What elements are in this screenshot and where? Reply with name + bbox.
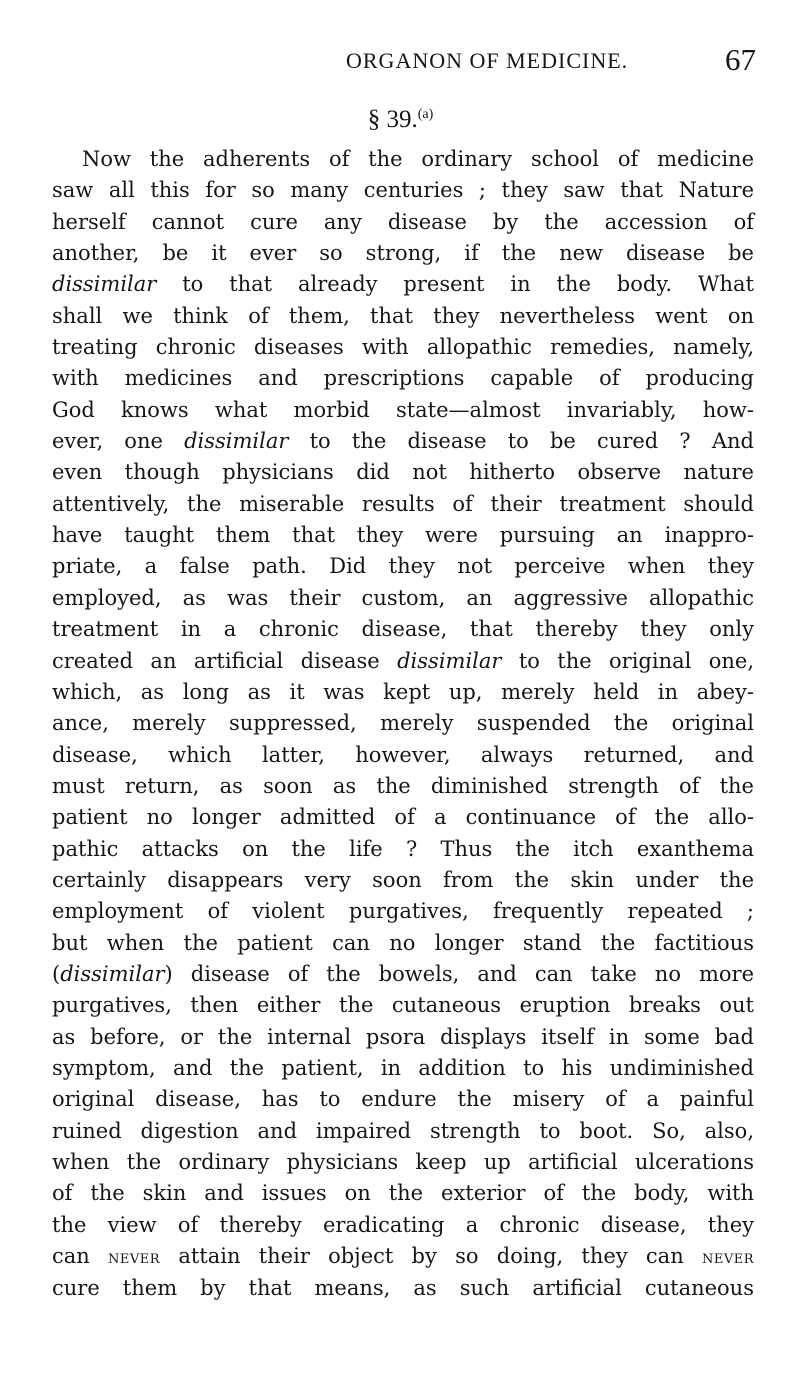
text-run: employment of violent purgatives, frequently repeated ;	[52, 899, 754, 924]
small-caps-text: never	[108, 1247, 161, 1269]
running-head	[84, 44, 774, 78]
text-line	[52, 457, 754, 488]
text-line	[52, 1147, 754, 1178]
text-line	[52, 740, 754, 771]
text-line	[52, 520, 754, 551]
text-run: ance, merely suppressed, merely suspended the original	[52, 711, 754, 736]
text-line	[52, 771, 754, 802]
text-line	[52, 238, 754, 269]
text-line	[52, 583, 754, 614]
italic-text: dissimilar	[397, 648, 502, 673]
text-line	[52, 990, 754, 1021]
text-run: even though physicians did not hitherto observe nature	[52, 460, 754, 485]
text-run: pathic attacks on the life ? Thus the itch exanthema	[52, 836, 754, 861]
text-line	[52, 896, 754, 927]
text-line	[52, 207, 754, 238]
small-caps-text: never	[701, 1247, 754, 1269]
text-run: to the original one,	[501, 648, 754, 673]
text-run: must return, as soon as the diminished strength of the	[52, 773, 754, 798]
text-line	[52, 175, 754, 206]
text-line	[52, 363, 754, 394]
text-run: treating chronic diseases with allopathic remedies, namely,	[52, 335, 754, 360]
text-run: but when the patient can no longer stand the factitious	[52, 930, 754, 955]
text-run: disease, which latter, however, always returned, and	[52, 742, 754, 767]
text-line	[52, 834, 754, 865]
text-run: attentively, the miserable results of their treatment should	[52, 491, 754, 516]
text-line	[52, 1116, 754, 1147]
text-run: can	[52, 1244, 109, 1269]
text-run: have taught them that they were pursuing an inappro-	[52, 523, 754, 548]
text-run: priate, a false path. Did they not perceive when they	[52, 554, 754, 579]
text-run: shall we think of them, that they nevertheless went on	[52, 303, 754, 328]
text-run: (	[52, 961, 61, 986]
text-run: when the ordinary physicians keep up artificial ulcerations	[52, 1150, 754, 1174]
text-run: God knows what morbid state—almost invariably, how-	[52, 397, 754, 422]
text-line	[52, 928, 754, 959]
text-run: cure them by that means, as such artificial cutaneous	[52, 1276, 754, 1301]
text-line	[52, 802, 754, 833]
text-line	[52, 959, 754, 990]
text-line	[52, 1053, 754, 1084]
section-number: § 39.	[367, 106, 418, 133]
text-run: certainly disappears very soon from the skin under the	[52, 867, 754, 892]
text-line	[52, 551, 754, 582]
running-title: ORGANON OF MEDICINE.	[346, 48, 629, 73]
page-number: 67	[725, 42, 756, 77]
text-run: attain their object by so doing, they can	[160, 1244, 702, 1269]
text-line	[52, 1210, 754, 1241]
text-run: employed, as was their custom, an aggressive allopathic	[52, 585, 754, 610]
text-run: treatment in a chronic disease, that thereby they only	[52, 617, 754, 642]
text-line	[52, 144, 754, 175]
text-line	[52, 646, 754, 677]
text-run: Now the adherents of the ordinary school of medicine	[82, 147, 754, 171]
text-run: herself cannot cure any disease by the accession of	[52, 209, 754, 234]
text-line	[52, 489, 754, 520]
italic-text: dissimilar	[60, 961, 165, 986]
text-line	[52, 269, 754, 300]
text-run: ruined digestion and impaired strength to boot. So, also,	[52, 1118, 754, 1143]
text-line	[52, 677, 754, 708]
text-line	[52, 1022, 754, 1053]
text-run: original disease, has to endure the misery of a painful	[52, 1087, 754, 1112]
text-line	[52, 1084, 754, 1115]
italic-text: dissimilar	[52, 272, 157, 297]
text-run: as before, or the internal psora displays itself in some bad	[52, 1024, 754, 1049]
text-run: to that already present in the body. What	[156, 272, 754, 297]
text-line	[52, 301, 754, 332]
text-run: purgatives, then either the cutaneous eruption breaks out	[52, 993, 754, 1018]
text-run: of the skin and issues on the exterior of the body, with	[52, 1181, 754, 1206]
text-line	[52, 1241, 754, 1273]
text-run: with medicines and prescriptions capable of producing	[52, 366, 754, 391]
text-run: the view of thereby eradicating a chronic disease, they	[52, 1212, 754, 1237]
text-line	[52, 1178, 754, 1209]
text-run: symptom, and the patient, in addition to his undiminished	[52, 1055, 754, 1080]
text-run: patient no longer admitted of a continuance of the allo-	[52, 805, 754, 830]
text-run: which, as long as it was kept up, merely held in abey-	[52, 679, 754, 704]
text-run: ) disease of the bowels, and can take no more	[164, 961, 754, 986]
text-line	[52, 426, 754, 457]
footnote-marker: (a)	[417, 107, 434, 122]
text-run: another, be it ever so strong, if the new disease be	[52, 241, 754, 266]
text-run: created an artificial disease	[52, 648, 398, 673]
section-heading	[0, 98, 801, 137]
text-line	[52, 1273, 754, 1304]
italic-text: dissimilar	[184, 429, 289, 454]
text-line	[52, 332, 754, 363]
body-text	[52, 144, 754, 1305]
text-line	[52, 395, 754, 426]
text-line	[52, 614, 754, 645]
text-line	[52, 708, 754, 739]
text-run: saw all this for so many centuries ; they saw that Nature	[52, 178, 754, 203]
text-line	[52, 865, 754, 896]
text-run: ever, one	[52, 429, 185, 454]
text-run: to the disease to be cured ? And	[288, 429, 754, 454]
